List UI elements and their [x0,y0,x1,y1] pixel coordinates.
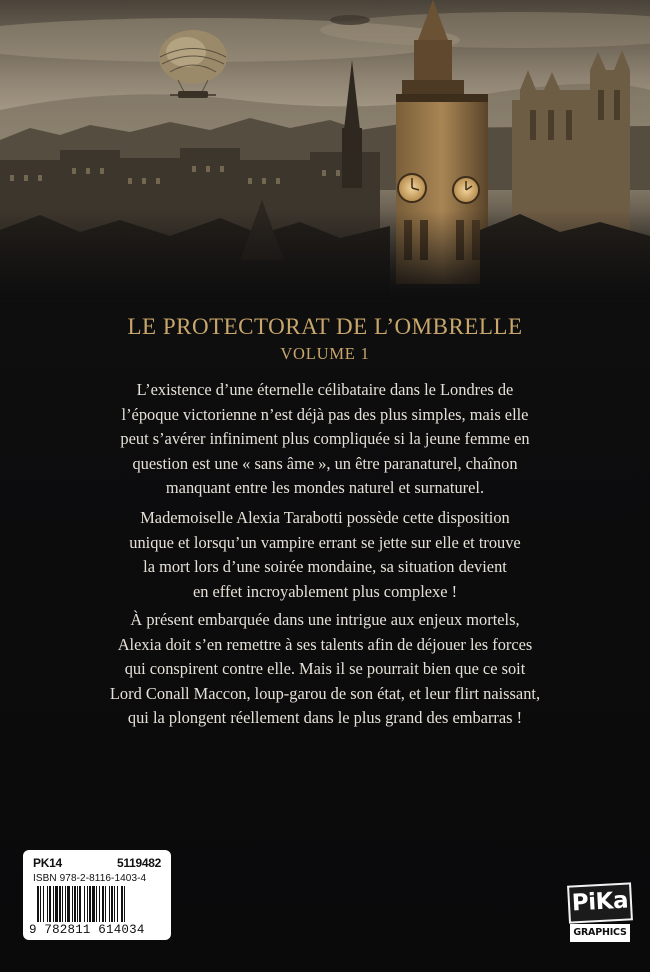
product-code: PK14 [33,856,62,870]
volume-label: VOLUME 1 [280,344,370,363]
synopsis-line: Lord Conall Maccon, loup-garou de son état, et leur flirt naissant, [109,683,541,703]
synopsis-paragraph-3 [60,608,590,731]
synopsis-line: la mort lors d’une soirée mondaine, sa situation devient [143,557,507,577]
synopsis-line: Alexia doit s’en remettre à ses talents afin de déjouer les forces [117,634,533,654]
synopsis-line: l’époque victorienne n’est déjà pas des plus simples, mais elle [121,404,529,424]
barcode-bars-icon [37,886,159,922]
barcode-label [23,850,171,940]
synopsis-line: qui conspirent contre elle. Mais il se pourrait bien que ce soit [124,659,526,679]
catalog-number: 5119482 [117,856,161,870]
synopsis-paragraph-2 [60,506,590,604]
synopsis-line: L’existence d’une éternelle célibataire dans le Londres de [136,380,514,399]
skyline-artwork [0,0,650,300]
publisher-logo [568,884,632,946]
synopsis-line: peut s’avérer infiniment plus compliquée si la jeune femme en [120,429,530,449]
synopsis-line: unique et lorsqu’un vampire errant se jette sur elle et trouve [129,532,521,552]
barcode-digits: 9 782811 614034 [29,923,145,937]
synopsis-paragraph-1 [60,378,590,501]
synopsis-line: qui la plongent réellement dans le plus grand des embarras ! [127,708,523,728]
synopsis-line: en effet incroyablement plus complexe ! [192,581,458,601]
logo-wordmark: PiKa [567,882,633,923]
synopsis-line: Mademoiselle Alexia Tarabotti possède cette disposition [140,508,510,527]
series-title: LE PROTECTORAT DE L’OMBRELLE [127,314,523,339]
logo-subtitle: GRAPHICS [570,924,630,942]
isbn-text: ISBN 978-2-8116-1403-4 [33,873,147,884]
synopsis-line: question est une « sans âme », un être paranaturel, chaînon [132,453,518,473]
synopsis-line: À présent embarquée dans une intrigue aux enjeux mortels, [130,610,520,629]
london-skyline-illustration [0,0,650,300]
synopsis-line: manquant entre les mondes naturel et surnaturel. [165,478,485,498]
